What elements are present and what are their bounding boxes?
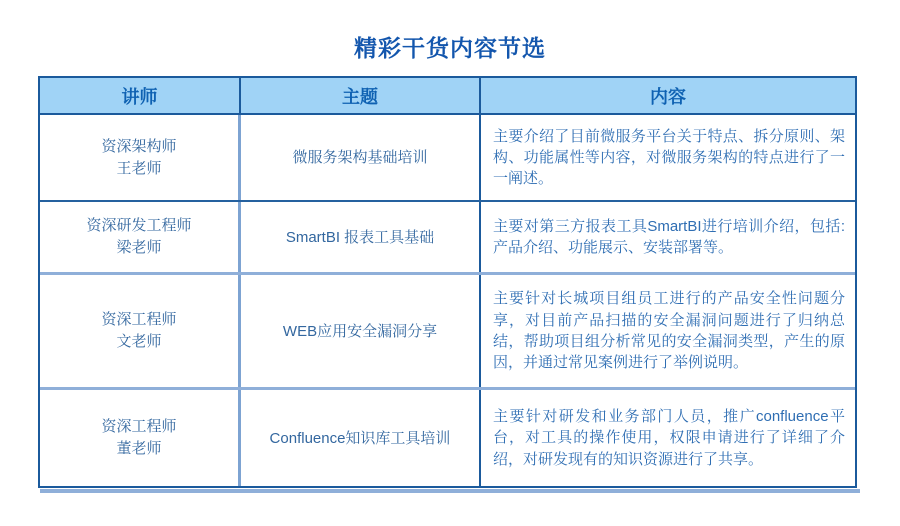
topic-text: SmartBI 报表工具基础 [285, 228, 435, 246]
table-header-row [40, 78, 855, 115]
lecturer-title: 资深研发工程师 [86, 217, 192, 235]
page-title: 精彩干货内容节选 [354, 35, 546, 61]
topic-cell [241, 275, 481, 387]
content-text: 主要介绍了目前微服务平台关于特点、拆分原则、架构、功能属性等内容，对微服务架构的特点进行了一一阐述。 [493, 127, 845, 188]
content-text: 主要针对研发和业务部门人员，推广confluence平台，对工具的操作使用，权限申请进行了详细了介绍，对研发现有的知识资源进行了共享。 [493, 408, 845, 468]
lecturer-title: 资深工程师 [101, 311, 177, 329]
content-cell [481, 390, 855, 486]
lecturer-title: 资深架构师 [101, 137, 177, 155]
header-label-topic: 主题 [342, 86, 378, 107]
lecturer-name: 文老师 [116, 333, 162, 350]
lecturer-cell [40, 115, 241, 200]
header-cell-topic [241, 78, 481, 113]
content-text: 主要针对长城项目组员工进行的产品安全性问题分享，对目前产品扫描的安全漏洞问题进行了归纳总结，帮助项目组分析常见的安全漏洞类型，产生的原因，并通过常见案例进行了举例说明。 [493, 290, 845, 372]
lecturer-cell [40, 390, 241, 486]
topic-cell [241, 115, 481, 200]
header-cell-content [481, 78, 855, 113]
topic-text: Confluence知识库工具培训 [269, 429, 451, 447]
lecturer-name: 梁老师 [116, 239, 162, 256]
table-row [40, 202, 855, 275]
table-row [40, 275, 855, 390]
table-row [40, 115, 855, 202]
content-cell [481, 275, 855, 387]
lecturer-cell [40, 275, 241, 387]
lecturer-cell [40, 202, 241, 272]
topic-text: 微服务架构基础培训 [292, 149, 428, 166]
content-cell [481, 202, 855, 272]
topic-cell [241, 202, 481, 272]
lecturer-name: 王老师 [116, 159, 162, 177]
lecturer-name: 董老师 [116, 440, 162, 457]
header-cell-lecturer [40, 78, 241, 113]
content-cell [481, 115, 855, 200]
topic-text: WEB应用安全漏洞分享 [282, 322, 438, 340]
table-bottom-shadow [40, 489, 860, 493]
topic-cell [241, 390, 481, 486]
lecturer-title: 资深工程师 [101, 418, 177, 436]
content-text: 主要对第三方报表工具SmartBI进行培训介绍，包括:产品介绍、功能展示、安装部署等。 [493, 217, 845, 256]
table-row [40, 390, 855, 486]
header-label-content: 内容 [650, 86, 686, 107]
content-table [38, 76, 857, 488]
header-label-lecturer: 讲师 [121, 86, 158, 107]
